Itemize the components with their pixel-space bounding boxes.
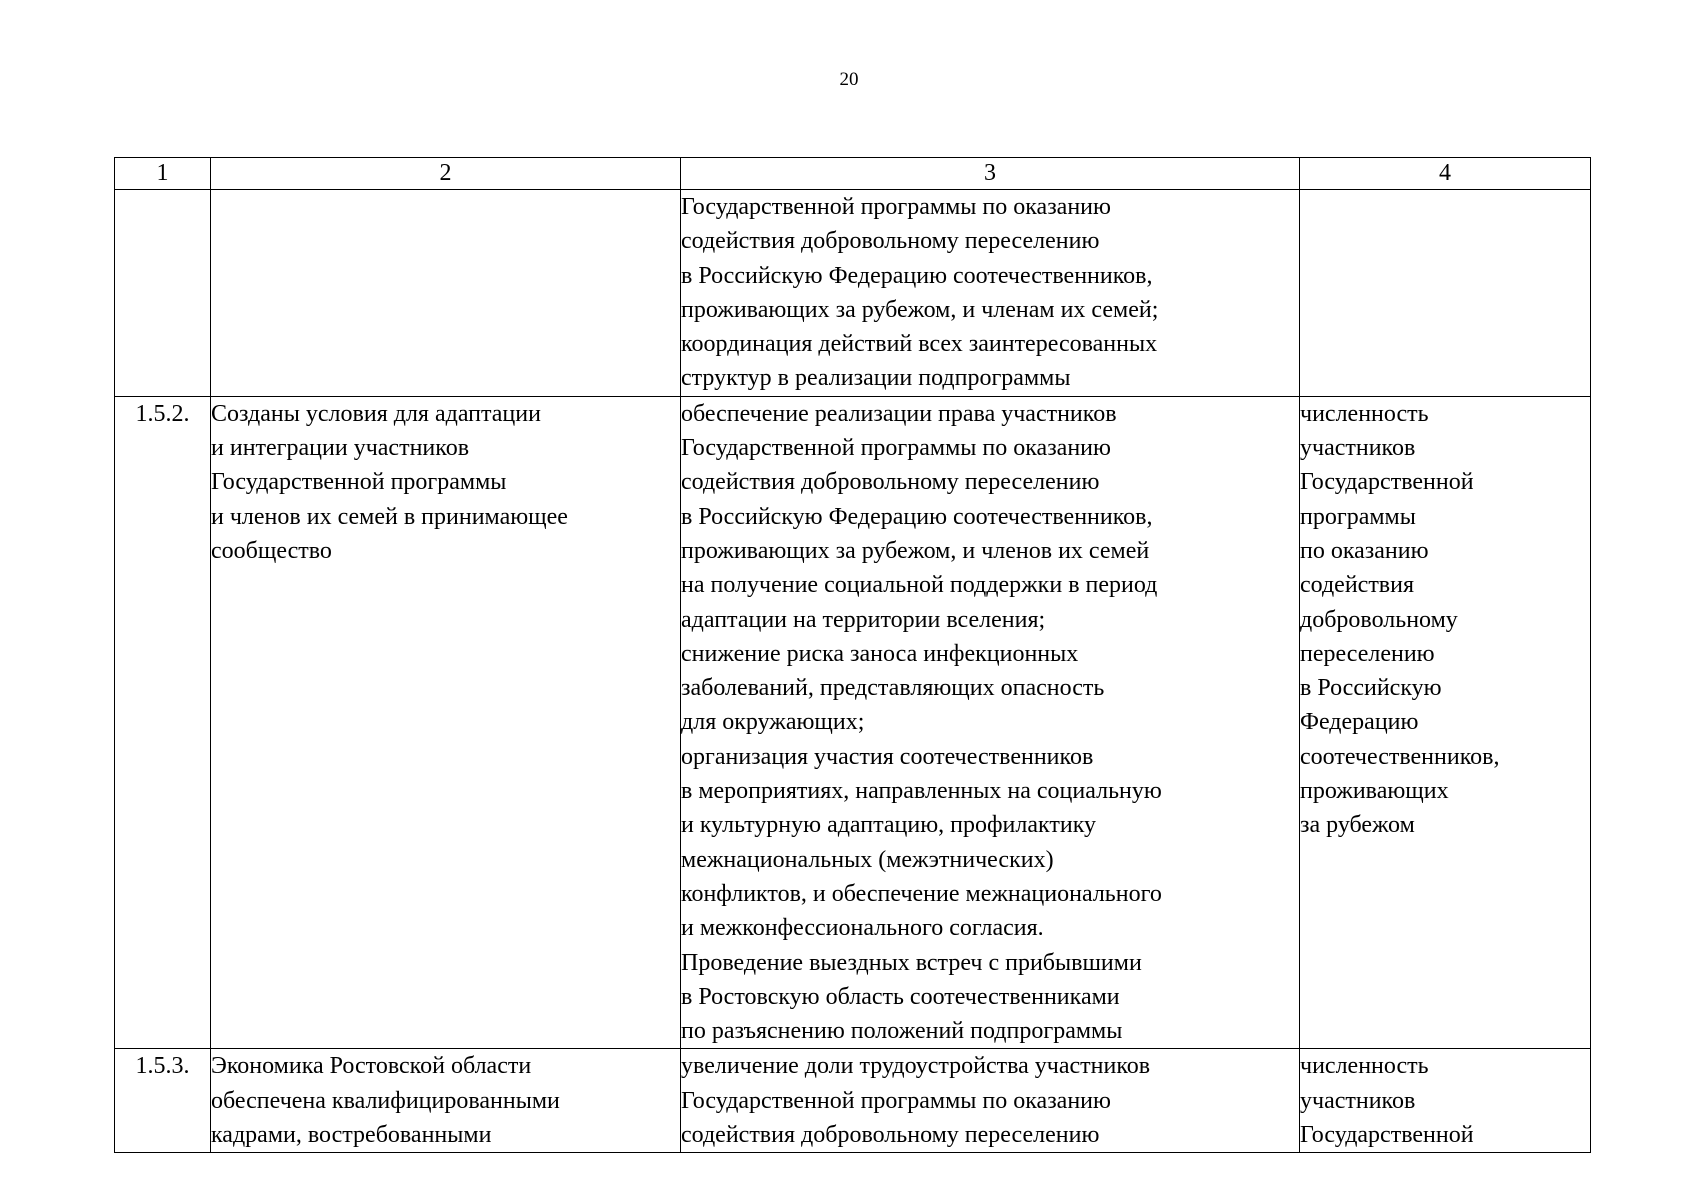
text-line: обеспечение реализации права участников xyxy=(681,400,1117,427)
text-line: проживающих xyxy=(1300,778,1449,805)
table-body xyxy=(115,190,1591,1153)
row-number-cell xyxy=(115,190,211,397)
text-line: увеличение доли трудоустройства участников xyxy=(681,1053,1151,1080)
text-line: переселению xyxy=(1300,640,1435,667)
text-line: адаптации на территории вселения; xyxy=(681,606,1046,633)
text-line: программы xyxy=(1300,503,1416,530)
text-line: Федерацию xyxy=(1300,709,1419,736)
text-line: и межконфессионального согласия. xyxy=(681,915,1044,942)
text-line: и интеграции участников xyxy=(211,435,470,462)
text-line: Государственной программы по оказанию xyxy=(681,1087,1111,1114)
text-line: в Ростовскую область соотечественниками xyxy=(681,983,1120,1010)
result-cell xyxy=(211,190,681,397)
row-number-cell: 1.5.3. xyxy=(115,1049,211,1153)
text-line: для окружающих; xyxy=(681,709,865,736)
text-line: Государственной программы xyxy=(211,469,507,496)
text-line: и культурную адаптацию, профилактику xyxy=(681,812,1097,839)
text-line: Государственной программы по оказанию xyxy=(681,435,1111,462)
table-row xyxy=(115,1049,1591,1153)
table-header-row xyxy=(115,158,1591,190)
text-line: содействия xyxy=(1300,572,1415,599)
text-line: на получение социальной поддержки в период xyxy=(681,572,1158,599)
text-line: содействия добровольному переселению xyxy=(681,1122,1100,1149)
text-line: Созданы условия для адаптации xyxy=(211,400,541,427)
text-line: в Российскую Федерацию соотечественников, xyxy=(681,503,1153,530)
column-header-1: 1 xyxy=(115,158,211,190)
measures-cell xyxy=(681,1049,1300,1153)
result-cell xyxy=(211,1049,681,1153)
text-line: в мероприятиях, направленных на социальную xyxy=(681,778,1162,805)
column-header-3: 3 xyxy=(681,158,1300,190)
text-line: снижение риска заноса инфекционных xyxy=(681,640,1079,667)
text-line: соотечественников, xyxy=(1300,743,1500,770)
text-line: содействия добровольному переселению xyxy=(681,469,1100,496)
document-table xyxy=(114,157,1591,1153)
row-number-cell: 1.5.2. xyxy=(115,396,211,1049)
text-line: добровольному xyxy=(1300,606,1458,633)
text-line: Государственной xyxy=(1300,469,1474,496)
measures-cell xyxy=(681,396,1300,1049)
text-line: в Российскую Федерацию соотечественников, xyxy=(681,262,1153,289)
result-cell xyxy=(211,396,681,1049)
column-header-4: 4 xyxy=(1300,158,1591,190)
text-line: организация участия соотечественников xyxy=(681,743,1094,770)
text-line: Проведение выездных встреч с прибывшими xyxy=(681,949,1142,976)
text-line: межнациональных (межэтнических) xyxy=(681,846,1054,873)
text-line: сообщество xyxy=(211,537,332,564)
text-line: и членов их семей в принимающее xyxy=(211,503,568,530)
measures-cell xyxy=(681,190,1300,397)
indicator-cell xyxy=(1300,190,1591,397)
text-line: численность xyxy=(1300,400,1429,427)
table-row xyxy=(115,396,1591,1049)
text-line: участников xyxy=(1300,1087,1416,1114)
text-line: Экономика Ростовской области xyxy=(211,1053,532,1080)
text-line: по оказанию xyxy=(1300,537,1429,564)
text-line: проживающих за рубежом, и членам их семей; xyxy=(681,296,1159,323)
page-number: 20 xyxy=(839,69,859,90)
text-line: кадрами, востребованными xyxy=(211,1122,492,1149)
text-line: участников xyxy=(1300,435,1416,462)
text-line: по разъяснению положений подпрограммы xyxy=(681,1018,1123,1045)
text-line: структур в реализации подпрограммы xyxy=(681,365,1071,392)
text-line: координация действий всех заинтересованных xyxy=(681,331,1158,358)
text-line: заболеваний, представляющих опасность xyxy=(681,675,1105,702)
indicator-cell xyxy=(1300,396,1591,1049)
column-header-2: 2 xyxy=(211,158,681,190)
text-line: содействия добровольному переселению xyxy=(681,228,1100,255)
text-line: численность xyxy=(1300,1053,1429,1080)
text-line: Государственной xyxy=(1300,1122,1474,1149)
text-line: за рубежом xyxy=(1300,812,1415,839)
text-line: Государственной программы по оказанию xyxy=(681,194,1111,220)
indicator-cell xyxy=(1300,1049,1591,1153)
text-line: в Российскую xyxy=(1300,675,1442,702)
text-line: конфликтов, и обеспечение межнационального xyxy=(681,880,1162,907)
text-line: проживающих за рубежом, и членов их семей xyxy=(681,537,1150,564)
text-line: обеспечена квалифицированными xyxy=(211,1087,560,1114)
table-row xyxy=(115,190,1591,397)
